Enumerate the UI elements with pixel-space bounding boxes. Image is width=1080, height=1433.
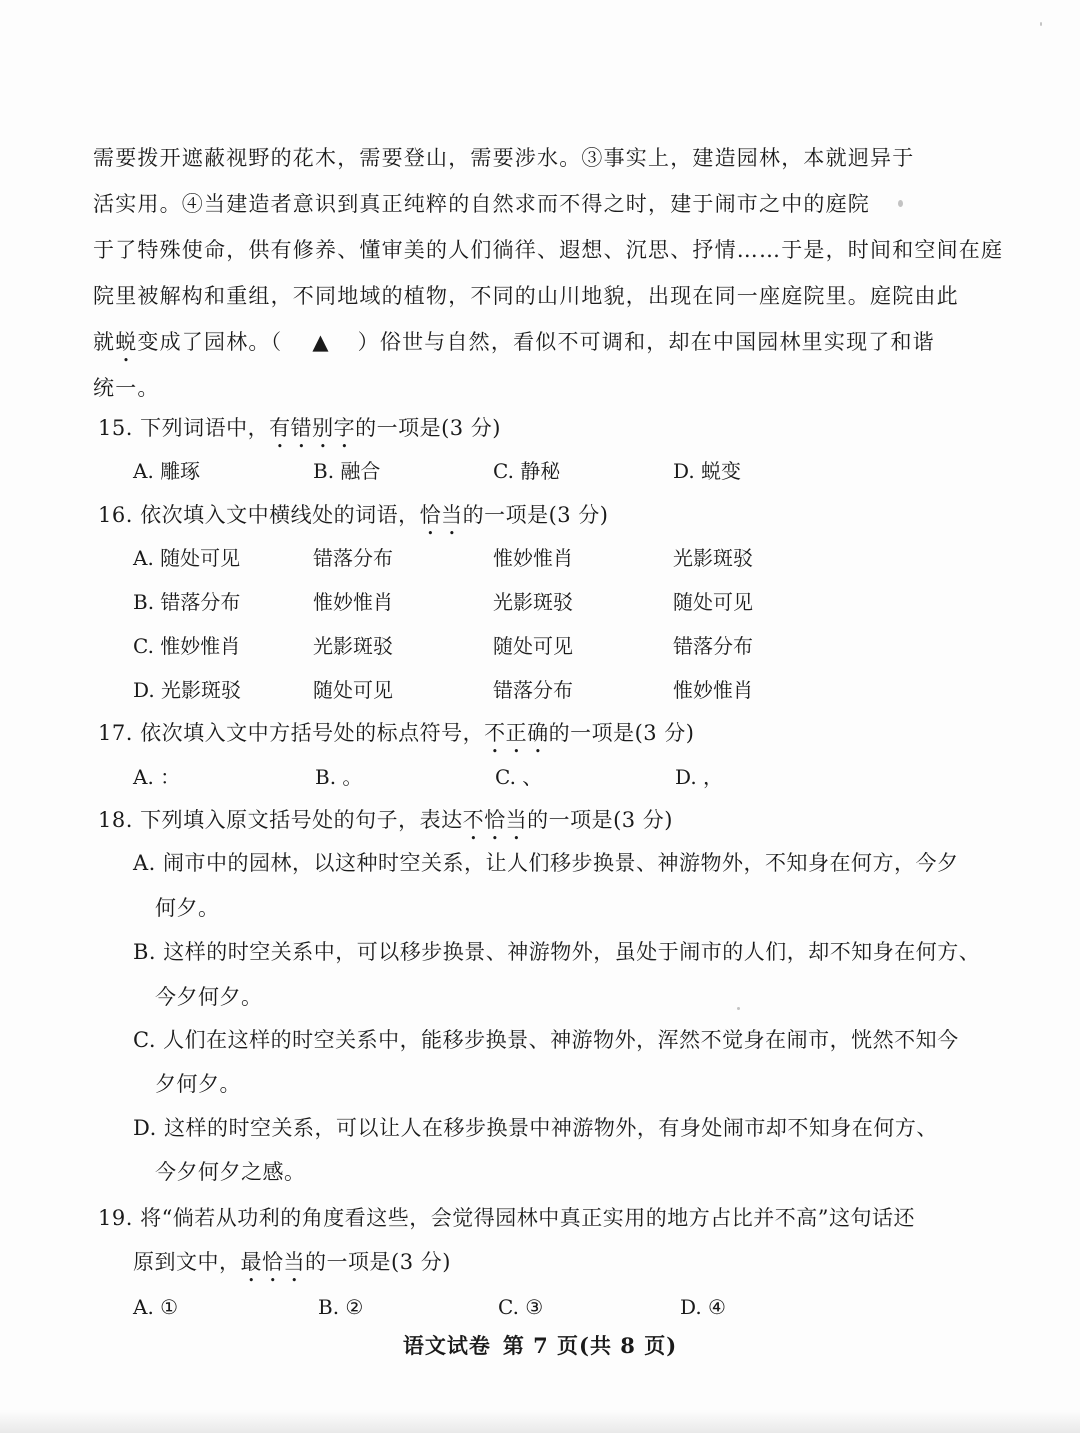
q17-option-d[interactable]: D. ， <box>675 765 724 789</box>
stem-text: 18. 下列填入原文括号处的句子，表达 <box>98 808 463 832</box>
scan-speck <box>898 200 903 207</box>
q16-option-b[interactable]: B. 错落分布 <box>133 590 241 614</box>
passage-line-6: 统一。 <box>93 376 160 400</box>
q16-option-a-word-4: 光影斑驳 <box>673 546 753 570</box>
q16-option-d[interactable]: D. 光影斑驳 <box>133 678 242 702</box>
q19-option-b[interactable]: B. ② <box>318 1295 364 1319</box>
q19-option-d[interactable]: D. ④ <box>680 1295 726 1319</box>
q16-option-a[interactable]: A. 随处可见 <box>133 546 241 570</box>
passage-line-4: 院里被解构和重组，不同地域的植物，不同的山川地貌，出现在同一座庭院里。庭院由此 <box>93 284 959 308</box>
stem-text: 的一项是(3 分) <box>355 416 501 440</box>
question-15-stem <box>98 413 501 453</box>
passage-line-5 <box>93 327 935 367</box>
q16-option-d-word-3: 错落分布 <box>493 678 573 702</box>
q17-option-c[interactable]: C. 、 <box>495 765 543 789</box>
emphasized-text: 有错别字 <box>269 416 356 440</box>
q16-option-a-word-2: 错落分布 <box>313 546 393 570</box>
stem-text: 15. 下列词语中， <box>98 416 270 440</box>
question-19-stem-line-2 <box>133 1247 451 1287</box>
stem-text: 的一项是(3 分) <box>548 721 695 745</box>
passage-line-1: 需要拨开遮蔽视野的花木，需要登山，需要涉水。③事实上，建造园林，本就迥异于 <box>93 146 915 170</box>
stem-text: 的一项是(3 分) <box>305 1250 451 1274</box>
q18-option-a[interactable]: A. 闹市中的园林，以这种时空关系，让人们移步换景、神游物外，不知身在何方，今夕 <box>133 851 959 875</box>
q16-option-a-word-3: 惟妙惟肖 <box>493 546 573 570</box>
passage-line-2: 活实用。④当建造者意识到真正纯粹的自然求而不得之时，建于闹市之中的庭院 <box>93 192 870 216</box>
page-bottom-edge <box>0 1410 1080 1433</box>
q15-option-c[interactable]: C. 静秘 <box>493 459 561 483</box>
q18-option-d-cont: 今夕何夕之感。 <box>155 1160 306 1184</box>
emphasized-text: 最恰当 <box>240 1250 305 1274</box>
question-17-stem <box>98 718 695 758</box>
q18-option-b[interactable]: B. 这样的时空关系中，可以移步换景、神游物外，虽处于闹市的人们，却不知身在何方、 <box>133 940 981 964</box>
q15-option-d[interactable]: D. 蜕变 <box>673 459 742 483</box>
stem-text: 原到文中， <box>133 1250 241 1274</box>
q16-option-c-word-4: 错落分布 <box>673 634 753 658</box>
q18-option-a-cont: 何夕。 <box>155 896 220 920</box>
q16-option-b-word-3: 光影斑驳 <box>493 590 573 614</box>
q16-option-c-word-2: 光影斑驳 <box>313 634 393 658</box>
emphasized-text: 不正确 <box>484 721 549 745</box>
q18-option-d[interactable]: D. 这样的时空关系，可以让人在移步换景中神游物外，有身处闹市却不知身在何方、 <box>133 1116 938 1140</box>
stem-text: 16. 依次填入文中横线处的词语， <box>98 503 420 527</box>
emphasized-text: 不恰当 <box>462 808 528 832</box>
q18-option-c[interactable]: C. 人们在这样的时空关系中，能移步换景、神游物外，浑然不觉身在闹市，恍然不知今 <box>133 1028 959 1052</box>
page-footer <box>0 1330 1080 1360</box>
footer-subject: 语文试卷 <box>402 1333 491 1358</box>
q17-option-a[interactable]: A. ： <box>133 765 181 789</box>
stem-text: 的一项是(3 分) <box>527 808 673 832</box>
q16-option-d-word-2: 随处可见 <box>313 678 393 702</box>
q18-option-c-cont: 夕何夕。 <box>155 1072 241 1096</box>
passage-text: ）俗世与自然，看似不可调和，却在中国园林里实现了和谐 <box>357 330 935 354</box>
emphasized-char: 蜕 <box>115 330 138 354</box>
q19-option-c[interactable]: C. ③ <box>498 1295 544 1319</box>
question-18-stem <box>98 805 673 845</box>
q18-option-b-cont: 今夕何夕。 <box>155 985 263 1009</box>
passage-text: 就 <box>93 330 116 354</box>
q15-option-a[interactable]: A. 雕琢 <box>133 459 201 483</box>
q16-option-c-word-3: 随处可见 <box>493 634 573 658</box>
question-16-stem <box>98 500 609 540</box>
triangle-icon: ▲ <box>312 330 330 354</box>
passage-line-3: 于了特殊使命，供有修养、懂审美的人们徜徉、遐想、沉思、抒情……于是，时间和空间在庭 <box>93 238 1004 262</box>
q16-option-c[interactable]: C. 惟妙惟肖 <box>133 634 241 658</box>
footer-page-number: 第 7 页(共 8 页) <box>502 1333 678 1358</box>
q16-option-d-word-4: 惟妙惟肖 <box>673 678 753 702</box>
q19-option-a[interactable]: A. ① <box>133 1295 179 1319</box>
passage-text: 变成了园林。（ <box>137 330 283 354</box>
q15-option-b[interactable]: B. 融合 <box>313 459 381 483</box>
question-19-stem-line-1: 19. 将“倘若从功利的角度看这些，会觉得园林中真正实用的地方占比并不高”这句话还 <box>98 1206 916 1230</box>
scan-speck <box>1040 22 1042 26</box>
q16-option-b-word-2: 惟妙惟肖 <box>313 590 393 614</box>
emphasized-text: 恰当 <box>419 503 463 527</box>
stem-text: 17. 依次填入文中方括号处的标点符号， <box>98 721 485 745</box>
q16-option-b-word-4: 随处可见 <box>673 590 753 614</box>
scan-speck <box>737 1007 740 1010</box>
stem-text: 的一项是(3 分) <box>462 503 609 527</box>
q17-option-b[interactable]: B. 。 <box>315 765 363 789</box>
